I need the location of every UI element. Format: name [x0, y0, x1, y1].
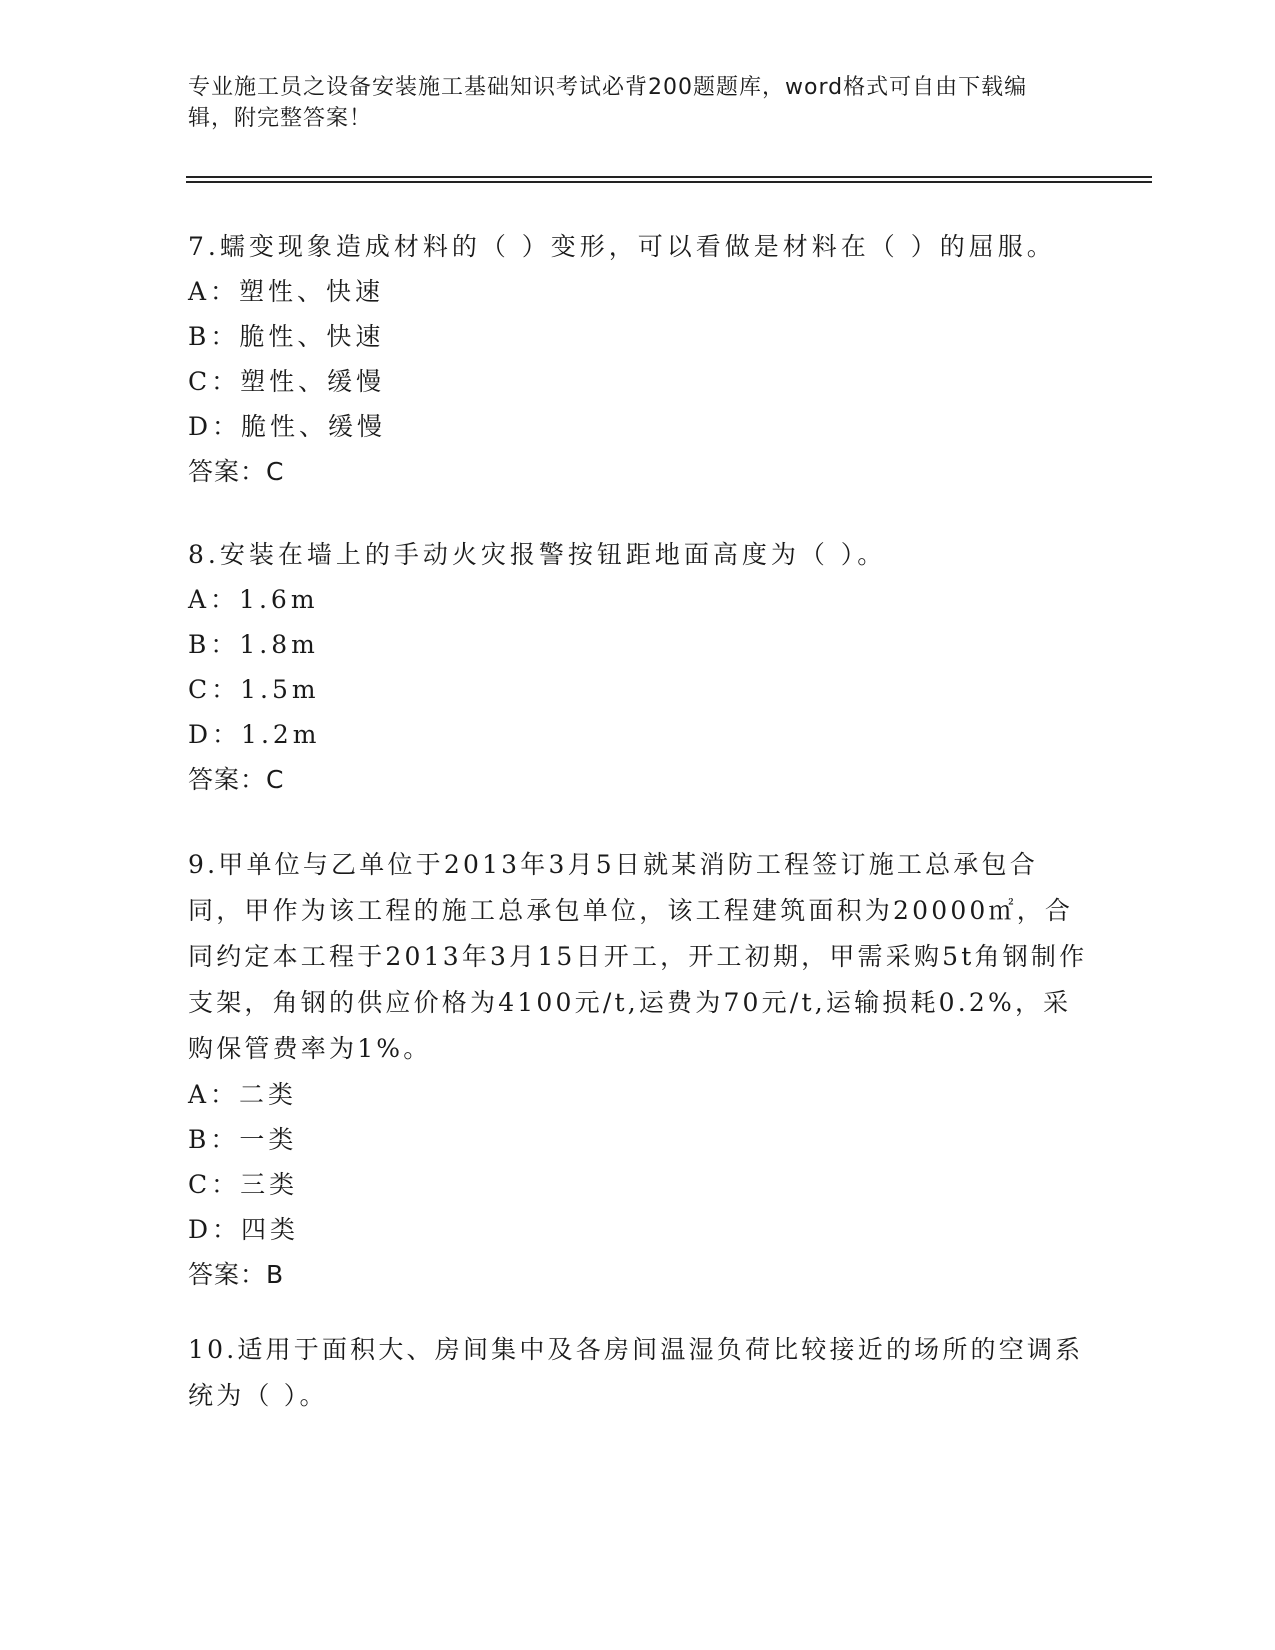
question-text: 7.蠕变现象造成材料的（ ）变形，可以看做是材料在（ ）的屈服。 — [188, 232, 1056, 261]
document-header: 专业施工员之设备安装施工基础知识考试必背200题题库，word格式可自由下载编辑，附完整答案！ — [188, 75, 1028, 131]
header-divider-bottom — [186, 181, 1152, 183]
option-b: B：一类 — [188, 1125, 298, 1154]
option-c: C：三类 — [188, 1170, 299, 1199]
option-d: D：1.2m — [188, 720, 321, 749]
answer: 答案：B — [188, 1260, 285, 1289]
question-block-10 — [188, 1327, 1088, 1419]
question-text: 8.安装在墙上的手动火灾报警按钮距地面高度为（ ）。 — [188, 540, 887, 569]
option-c: C：1.5m — [188, 675, 320, 704]
question-text: 9.甲单位与乙单位于2013年3月5日就某消防工程签订施工总承包合同，甲作为该工程的施工总承包单位，该工程建筑面积为20000㎡，合同约定本工程于2013年3月15日开工，开工初期，甲需采购5t角钢制作支架，角钢的供应价格为4100元/t,运费为70元/t,运输损耗0.2%，采购保管费率为1%。 — [188, 850, 1088, 1063]
option-a: A：二类 — [188, 1080, 298, 1109]
question-block-9 — [188, 842, 1088, 1297]
option-d: D：四类 — [188, 1215, 300, 1244]
option-a: A：1.6m — [188, 585, 319, 614]
option-c: C：塑性、缓慢 — [188, 367, 386, 396]
answer: 答案：C — [188, 457, 285, 486]
option-a: A：塑性、快速 — [188, 277, 385, 306]
question-text: 10.适用于面积大、房间集中及各房间温湿负荷比较接近的场所的空调系统为（ ）。 — [188, 1335, 1084, 1410]
question-block-8 — [188, 532, 1088, 802]
option-d: D：脆性、缓慢 — [188, 412, 387, 441]
header-divider-top — [186, 176, 1152, 178]
option-b: B：1.8m — [188, 630, 319, 659]
answer: 答案：C — [188, 765, 285, 794]
option-b: B：脆性、快速 — [188, 322, 385, 351]
question-block-7 — [188, 224, 1088, 494]
